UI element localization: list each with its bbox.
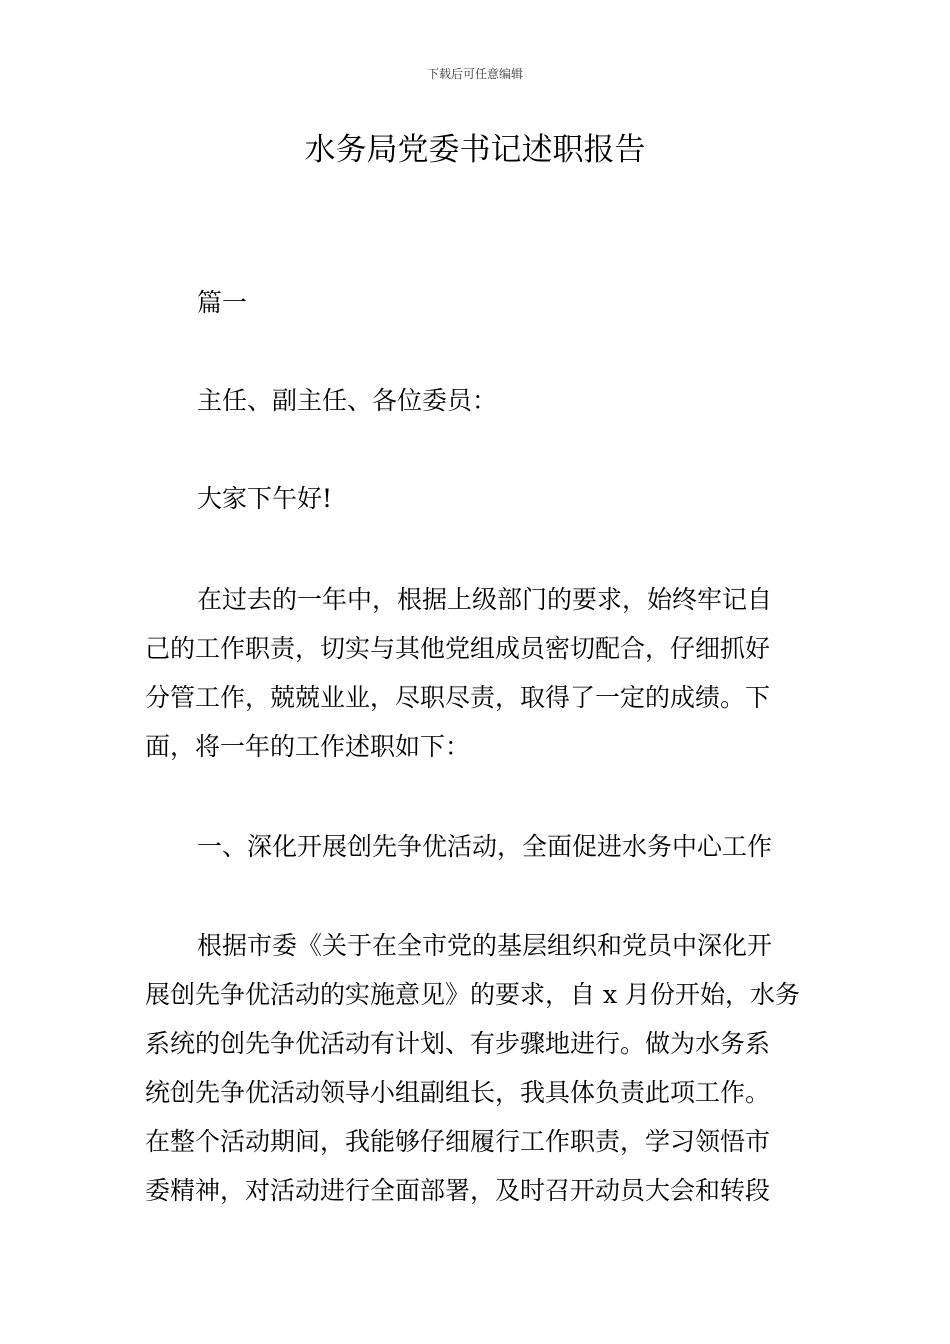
document-title: 水务局党委书记述职报告 <box>304 132 646 168</box>
intro-line: 分管工作，兢兢业业，尽职尽责，取得了一定的成绩。下 <box>145 683 771 712</box>
intro-paragraph <box>145 575 807 771</box>
body-line: 展创先争优活动的实施意见》的要求，自 x 月份开始，水务 <box>145 980 800 1009</box>
intro-line: 在过去的一年中，根据上级部门的要求，始终牢记自 <box>197 585 773 614</box>
salutation: 主任、副主任、各位委员： <box>197 386 498 415</box>
intro-line: 面，将一年的工作述职如下： <box>145 732 471 761</box>
body-line: 委精神，对活动进行全面部署，及时召开动员大会和转段 <box>145 1176 771 1205</box>
body-line: 统创先争优活动领导小组副组长，我具体负责此项工作。 <box>145 1078 771 1107</box>
header-note: 下载后可任意编辑 <box>426 67 523 81</box>
greeting: 大家下午好! <box>197 484 333 513</box>
body-line: 根据市委《关于在全市党的基层组织和党员中深化开 <box>197 931 773 960</box>
section-heading-1: 一、深化开展创先争优活动，全面促进水务中心工作 <box>197 832 773 861</box>
body-line: 系统的创先争优活动有计划、有步骤地进行。做为水务系 <box>145 1029 771 1058</box>
body-line: 在整个活动期间，我能够仔细履行工作职责，学习领悟市 <box>145 1127 771 1156</box>
body-paragraph-1 <box>145 921 807 1215</box>
intro-line: 己的工作职责，切实与其他党组成员密切配合，仔细抓好 <box>145 634 771 663</box>
section-label: 篇一 <box>197 288 248 317</box>
